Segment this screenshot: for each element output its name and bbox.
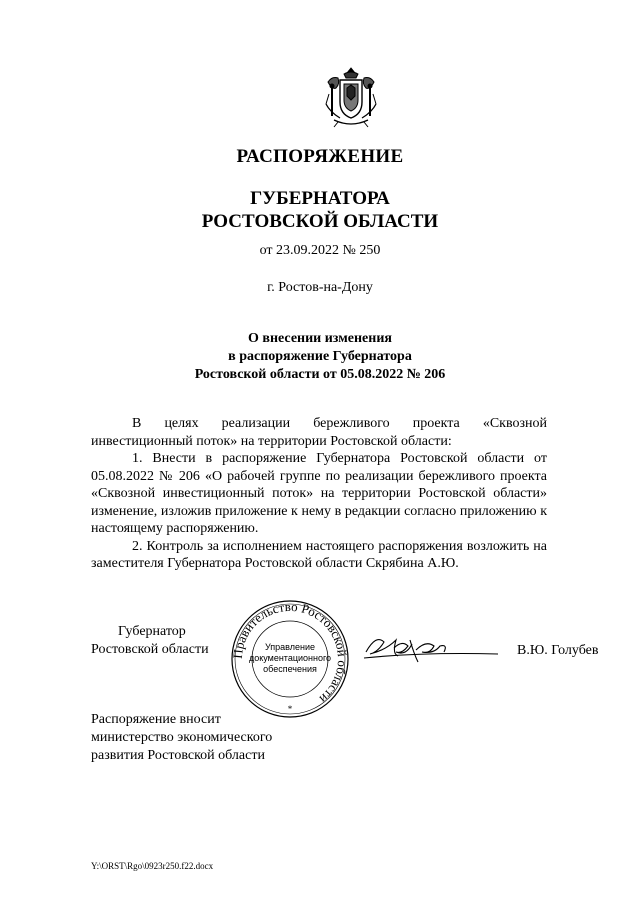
subject-line-1: О внесении изменения [248, 331, 392, 346]
signer-position-line-2: Ростовской области [91, 642, 209, 657]
issuer-line-2: РОСТОВСКОЙ ОБЛАСТИ [201, 211, 439, 232]
issuer-heading [0, 187, 640, 233]
handwritten-signature [360, 630, 500, 670]
coat-of-arms-icon [318, 64, 384, 130]
stamp-star-icon: * [287, 704, 293, 714]
document-date-number: от 23.09.2022 № 250 [259, 243, 381, 258]
submitted-by-line-2: министерство экономического [91, 730, 273, 745]
document-subject [0, 330, 640, 384]
signer-position [91, 623, 209, 659]
body-item-1: 1. Внести в распоряжение Губернатора Ростовской области от 05.08.2022 № 206 «О рабочей группе по реализации бережливого проекта «Сквозной инвестиционный поток» на территории Ростовской области» изменение, изложив приложение к нему в редакции согласно приложению к настоящему распоряжению. [91, 451, 547, 536]
signer-position-line-1: Губернатор [118, 624, 186, 639]
stamp-inner-line-3: обеспечения [263, 664, 317, 674]
body-item-2: 2. Контроль за исполнением настоящего распоряжения возложить на заместителя Губернатора Ростовской области Скрябина А.Ю. [91, 538, 547, 571]
file-path: Y:\ORST\Rgo\0923r250.f22.docx [91, 861, 214, 871]
subject-line-2: в распоряжение Губернатора [228, 349, 412, 364]
stamp-outer-text: Правительство Ростовской области [229, 598, 351, 707]
submitted-by-line-1: Распоряжение вносит [91, 712, 221, 727]
stamp-inner-line-2: документационного [248, 653, 332, 663]
official-stamp [229, 598, 351, 720]
document-body [91, 415, 547, 573]
document-city: г. Ростов-на-Дону [267, 280, 373, 295]
issuer-line-1: ГУБЕРНАТОРА [250, 188, 390, 209]
submitted-by-block [91, 711, 272, 765]
body-preamble: В целях реализации бережливого проекта «Сквозной инвестиционный поток» на территории Ростовской области: [91, 416, 547, 449]
stamp-inner-line-1: Управление [264, 642, 316, 652]
subject-line-3: Ростовской области от 05.08.2022 № 206 [194, 367, 446, 382]
signer-name: В.Ю. Голубев [517, 643, 599, 658]
submitted-by-line-3: развития Ростовской области [91, 748, 265, 763]
document-type-heading: РАСПОРЯЖЕНИЕ [236, 146, 404, 167]
